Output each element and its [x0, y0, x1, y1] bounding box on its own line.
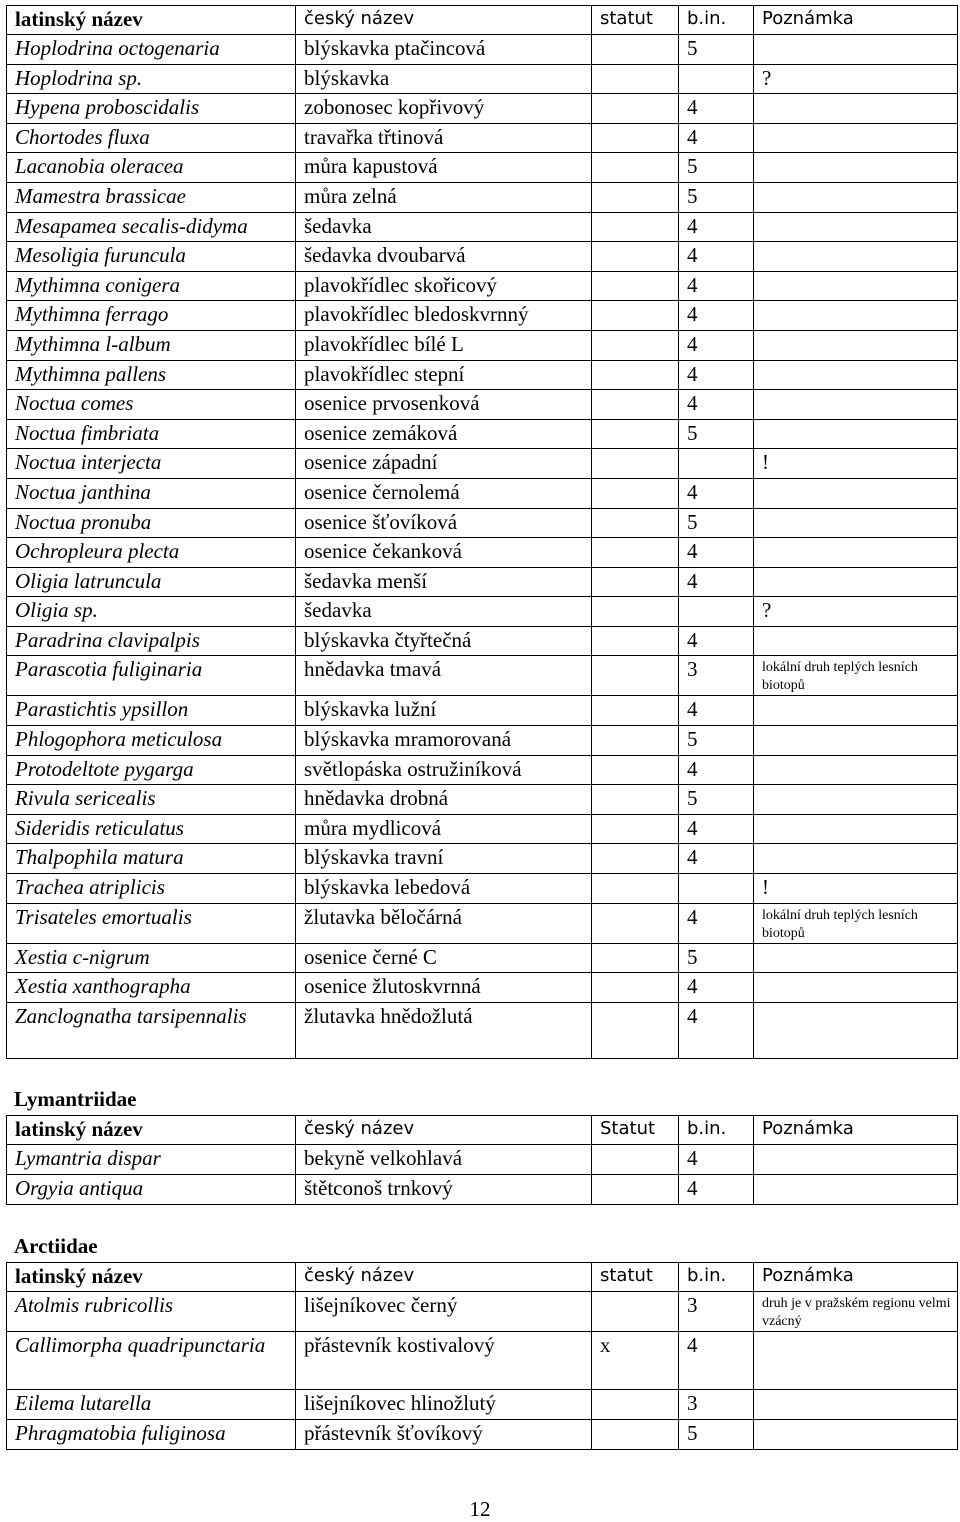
table-row: [7, 35, 958, 65]
status-cell: [592, 1420, 679, 1450]
bin-cell: 4: [679, 1002, 754, 1058]
note-cell: ?: [754, 64, 958, 94]
czech-name-cell: přástevník šťovíkový: [296, 1420, 592, 1450]
status-cell: [592, 123, 679, 153]
table-row: [7, 94, 958, 124]
header-czech: český název: [296, 6, 592, 35]
note-cell: [754, 1002, 958, 1058]
latin-name-cell: Chortodes fluxa: [7, 123, 296, 153]
table-row: [7, 301, 958, 331]
status-cell: [592, 567, 679, 597]
header-note: Poznámka: [754, 1263, 958, 1292]
species-table-arctiidae: [6, 1262, 958, 1450]
note-cell: [754, 478, 958, 508]
bin-cell: 5: [679, 726, 754, 756]
status-cell: [592, 755, 679, 785]
czech-name-cell: můra zelná: [296, 182, 592, 212]
latin-name-cell: Sideridis reticulatus: [7, 814, 296, 844]
header-bin: b.in.: [679, 1263, 754, 1292]
status-cell: [592, 94, 679, 124]
status-cell: [592, 626, 679, 656]
czech-name-cell: osenice žlutoskvrnná: [296, 973, 592, 1003]
note-cell: [754, 271, 958, 301]
status-cell: [592, 242, 679, 272]
latin-name-cell: Oligia sp.: [7, 597, 296, 627]
status-cell: [592, 35, 679, 65]
species-table-lymantriidae: [6, 1115, 958, 1205]
status-cell: x: [592, 1332, 679, 1390]
latin-name-cell: Parascotia fuliginaria: [7, 656, 296, 696]
table-row: [7, 814, 958, 844]
bin-cell: 5: [679, 1420, 754, 1450]
status-cell: [592, 874, 679, 904]
note-cell: [754, 726, 958, 756]
latin-name-cell: Trisateles emortualis: [7, 903, 296, 943]
czech-name-cell: blýskavka čtyřtečná: [296, 626, 592, 656]
czech-name-cell: bekyně velkohlavá: [296, 1145, 592, 1175]
note-cell: [754, 94, 958, 124]
bin-cell: 3: [679, 1390, 754, 1420]
latin-name-cell: Paradrina clavipalpis: [7, 626, 296, 656]
czech-name-cell: osenice černé C: [296, 943, 592, 973]
table-row: [7, 449, 958, 479]
status-cell: [592, 1145, 679, 1175]
table-row: [7, 182, 958, 212]
bin-cell: 4: [679, 626, 754, 656]
bin-cell: 4: [679, 94, 754, 124]
bin-cell: [679, 597, 754, 627]
note-cell: [754, 419, 958, 449]
note-cell: [754, 242, 958, 272]
bin-cell: [679, 874, 754, 904]
header-status: Statut: [592, 1116, 679, 1145]
czech-name-cell: hnědavka drobná: [296, 785, 592, 815]
bin-cell: 4: [679, 755, 754, 785]
czech-name-cell: štětconoš trnkový: [296, 1175, 592, 1205]
bin-cell: 5: [679, 182, 754, 212]
czech-name-cell: blýskavka lužní: [296, 696, 592, 726]
latin-name-cell: Callimorpha quadripunctaria: [7, 1332, 296, 1390]
latin-name-cell: Mamestra brassicae: [7, 182, 296, 212]
bin-cell: 4: [679, 1175, 754, 1205]
table-row: [7, 844, 958, 874]
status-cell: [592, 330, 679, 360]
table-row: [7, 330, 958, 360]
table-row: [7, 943, 958, 973]
note-cell: [754, 785, 958, 815]
czech-name-cell: můra kapustová: [296, 153, 592, 183]
bin-cell: 4: [679, 360, 754, 390]
note-cell: [754, 943, 958, 973]
status-cell: [592, 538, 679, 568]
latin-name-cell: Noctua pronuba: [7, 508, 296, 538]
czech-name-cell: světlopáska ostružiníková: [296, 755, 592, 785]
header-note: Poznámka: [754, 6, 958, 35]
czech-name-cell: lišejníkovec černý: [296, 1292, 592, 1332]
table-row: [7, 874, 958, 904]
note-cell: [754, 1420, 958, 1450]
note-cell: [754, 814, 958, 844]
note-cell: !: [754, 449, 958, 479]
bin-cell: 4: [679, 814, 754, 844]
note-cell: [754, 626, 958, 656]
bin-cell: [679, 64, 754, 94]
note-cell: ?: [754, 597, 958, 627]
bin-cell: 5: [679, 943, 754, 973]
czech-name-cell: osenice čekanková: [296, 538, 592, 568]
table-row: [7, 1002, 958, 1058]
note-cell: [754, 567, 958, 597]
family-heading-arctiidae: Arctiidae: [14, 1234, 98, 1258]
latin-name-cell: Mythimna l-album: [7, 330, 296, 360]
note-cell: [754, 1145, 958, 1175]
latin-name-cell: Mythimna conigera: [7, 271, 296, 301]
note-cell: lokální druh teplých lesních biotopů: [754, 903, 958, 943]
czech-name-cell: osenice černolemá: [296, 478, 592, 508]
bin-cell: 5: [679, 419, 754, 449]
bin-cell: 3: [679, 1292, 754, 1332]
latin-name-cell: Zanclognatha tarsipennalis: [7, 1002, 296, 1058]
header-status: statut: [592, 6, 679, 35]
status-cell: [592, 390, 679, 420]
family-heading-lymantriidae: Lymantriidae: [14, 1087, 137, 1111]
status-cell: [592, 973, 679, 1003]
table-row: [7, 1292, 958, 1332]
note-cell: [754, 330, 958, 360]
bin-cell: 4: [679, 567, 754, 597]
czech-name-cell: blýskavka travní: [296, 844, 592, 874]
latin-name-cell: Protodeltote pygarga: [7, 755, 296, 785]
table-row: [7, 360, 958, 390]
status-cell: [592, 1002, 679, 1058]
status-cell: [592, 726, 679, 756]
czech-name-cell: plavokřídlec stepní: [296, 360, 592, 390]
bin-cell: 5: [679, 153, 754, 183]
status-cell: [592, 696, 679, 726]
czech-name-cell: šedavka: [296, 212, 592, 242]
latin-name-cell: Xestia xanthographa: [7, 973, 296, 1003]
latin-name-cell: Noctua janthina: [7, 478, 296, 508]
bin-cell: 4: [679, 844, 754, 874]
table-row: [7, 123, 958, 153]
czech-name-cell: blýskavka ptačincová: [296, 35, 592, 65]
table-row: [7, 478, 958, 508]
czech-name-cell: osenice zemáková: [296, 419, 592, 449]
note-cell: [754, 1390, 958, 1420]
note-cell: [754, 696, 958, 726]
czech-name-cell: lišejníkovec hlinožlutý: [296, 1390, 592, 1420]
note-cell: [754, 123, 958, 153]
header-czech: český název: [296, 1263, 592, 1292]
bin-cell: 4: [679, 212, 754, 242]
bin-cell: 4: [679, 330, 754, 360]
latin-name-cell: Trachea atriplicis: [7, 874, 296, 904]
table-row: [7, 271, 958, 301]
table-row: [7, 1420, 958, 1450]
status-cell: [592, 814, 679, 844]
latin-name-cell: Xestia c-nigrum: [7, 943, 296, 973]
czech-name-cell: travařka třtinová: [296, 123, 592, 153]
status-cell: [592, 301, 679, 331]
species-table: [6, 5, 958, 1059]
latin-name-cell: Hoplodrina sp.: [7, 64, 296, 94]
latin-name-cell: Noctua comes: [7, 390, 296, 420]
status-cell: [592, 419, 679, 449]
note-cell: [754, 212, 958, 242]
table-row: [7, 973, 958, 1003]
note-cell: [754, 360, 958, 390]
status-cell: [592, 153, 679, 183]
bin-cell: 3: [679, 656, 754, 696]
bin-cell: 4: [679, 478, 754, 508]
latin-name-cell: Phlogophora meticulosa: [7, 726, 296, 756]
czech-name-cell: přástevník kostivalový: [296, 1332, 592, 1390]
header-czech: český název: [296, 1116, 592, 1145]
latin-name-cell: Atolmis rubricollis: [7, 1292, 296, 1332]
status-cell: [592, 785, 679, 815]
czech-name-cell: plavokřídlec skořicový: [296, 271, 592, 301]
czech-name-cell: žlutavka běločárná: [296, 903, 592, 943]
table-row: [7, 1332, 958, 1390]
table-row: [7, 567, 958, 597]
table-row: [7, 153, 958, 183]
status-cell: [592, 597, 679, 627]
latin-name-cell: Mesoligia furuncula: [7, 242, 296, 272]
status-cell: [592, 449, 679, 479]
bin-cell: 4: [679, 1332, 754, 1390]
bin-cell: 5: [679, 35, 754, 65]
status-cell: [592, 64, 679, 94]
table-row: [7, 903, 958, 943]
czech-name-cell: žlutavka hnědožlutá: [296, 1002, 592, 1058]
status-cell: [592, 1390, 679, 1420]
status-cell: [592, 1175, 679, 1205]
czech-name-cell: plavokřídlec bledoskvrnný: [296, 301, 592, 331]
czech-name-cell: šedavka: [296, 597, 592, 627]
latin-name-cell: Mesapamea secalis-didyma: [7, 212, 296, 242]
latin-name-cell: Oligia latruncula: [7, 567, 296, 597]
latin-name-cell: Thalpophila matura: [7, 844, 296, 874]
note-cell: [754, 301, 958, 331]
table-row: [7, 212, 958, 242]
bin-cell: 4: [679, 973, 754, 1003]
table-row: [7, 597, 958, 627]
note-cell: [754, 390, 958, 420]
note-cell: !: [754, 874, 958, 904]
latin-name-cell: Hoplodrina octogenaria: [7, 35, 296, 65]
czech-name-cell: blýskavka lebedová: [296, 874, 592, 904]
header-latin: latinský název: [7, 1263, 296, 1292]
note-cell: [754, 844, 958, 874]
status-cell: [592, 903, 679, 943]
czech-name-cell: můra mydlicová: [296, 814, 592, 844]
note-cell: [754, 182, 958, 212]
czech-name-cell: plavokřídlec bílé L: [296, 330, 592, 360]
table-header-row: [7, 1116, 958, 1145]
latin-name-cell: Phragmatobia fuliginosa: [7, 1420, 296, 1450]
latin-name-cell: Mythimna ferrago: [7, 301, 296, 331]
bin-cell: [679, 449, 754, 479]
table-row: [7, 1175, 958, 1205]
bin-cell: 4: [679, 903, 754, 943]
table-row: [7, 242, 958, 272]
status-cell: [592, 844, 679, 874]
note-cell: [754, 35, 958, 65]
bin-cell: 4: [679, 271, 754, 301]
status-cell: [592, 212, 679, 242]
czech-name-cell: osenice západní: [296, 449, 592, 479]
latin-name-cell: Parastichtis ypsillon: [7, 696, 296, 726]
bin-cell: 5: [679, 785, 754, 815]
czech-name-cell: šedavka dvoubarvá: [296, 242, 592, 272]
status-cell: [592, 508, 679, 538]
status-cell: [592, 360, 679, 390]
latin-name-cell: Orgyia antiqua: [7, 1175, 296, 1205]
header-status: statut: [592, 1263, 679, 1292]
bin-cell: 4: [679, 1145, 754, 1175]
header-latin: latinský název: [7, 1116, 296, 1145]
czech-name-cell: hnědavka tmavá: [296, 656, 592, 696]
table-row: [7, 1145, 958, 1175]
bin-cell: 4: [679, 696, 754, 726]
note-cell: druh je v pražském regionu velmi vzácný: [754, 1292, 958, 1332]
latin-name-cell: Lacanobia oleracea: [7, 153, 296, 183]
latin-name-cell: Noctua fimbriata: [7, 419, 296, 449]
latin-name-cell: Noctua interjecta: [7, 449, 296, 479]
note-cell: [754, 538, 958, 568]
table-row: [7, 419, 958, 449]
czech-name-cell: osenice prvosenková: [296, 390, 592, 420]
note-cell: [754, 1175, 958, 1205]
status-cell: [592, 656, 679, 696]
latin-name-cell: Eilema lutarella: [7, 1390, 296, 1420]
latin-name-cell: Hypena proboscidalis: [7, 94, 296, 124]
table-row: [7, 390, 958, 420]
table-row: [7, 64, 958, 94]
bin-cell: 5: [679, 508, 754, 538]
note-cell: [754, 153, 958, 183]
table-header-row: [7, 6, 958, 35]
czech-name-cell: šedavka menší: [296, 567, 592, 597]
page-number: 12: [469, 1497, 491, 1521]
latin-name-cell: Mythimna pallens: [7, 360, 296, 390]
note-cell: [754, 755, 958, 785]
table-row: [7, 785, 958, 815]
bin-cell: 4: [679, 538, 754, 568]
czech-name-cell: zobonosec kopřivový: [296, 94, 592, 124]
note-cell: [754, 508, 958, 538]
note-cell: [754, 1332, 958, 1390]
note-cell: lokální druh teplých lesních biotopů: [754, 656, 958, 696]
table-row: [7, 626, 958, 656]
header-bin: b.in.: [679, 6, 754, 35]
note-cell: [754, 973, 958, 1003]
czech-name-cell: blýskavka: [296, 64, 592, 94]
latin-name-cell: Ochropleura plecta: [7, 538, 296, 568]
czech-name-cell: osenice šťovíková: [296, 508, 592, 538]
status-cell: [592, 943, 679, 973]
table-header-row: [7, 1263, 958, 1292]
header-note: Poznámka: [754, 1116, 958, 1145]
latin-name-cell: Rivula sericealis: [7, 785, 296, 815]
bin-cell: 4: [679, 390, 754, 420]
table-row: [7, 696, 958, 726]
status-cell: [592, 271, 679, 301]
status-cell: [592, 1292, 679, 1332]
bin-cell: 4: [679, 301, 754, 331]
table-row: [7, 508, 958, 538]
status-cell: [592, 478, 679, 508]
status-cell: [592, 182, 679, 212]
table-row: [7, 538, 958, 568]
table-row: [7, 755, 958, 785]
header-latin: latinský název: [7, 6, 296, 35]
bin-cell: 4: [679, 123, 754, 153]
bin-cell: 4: [679, 242, 754, 272]
czech-name-cell: blýskavka mramorovaná: [296, 726, 592, 756]
header-bin: b.in.: [679, 1116, 754, 1145]
table-row: [7, 726, 958, 756]
latin-name-cell: Lymantria dispar: [7, 1145, 296, 1175]
table-row: [7, 1390, 958, 1420]
table-row: [7, 656, 958, 696]
